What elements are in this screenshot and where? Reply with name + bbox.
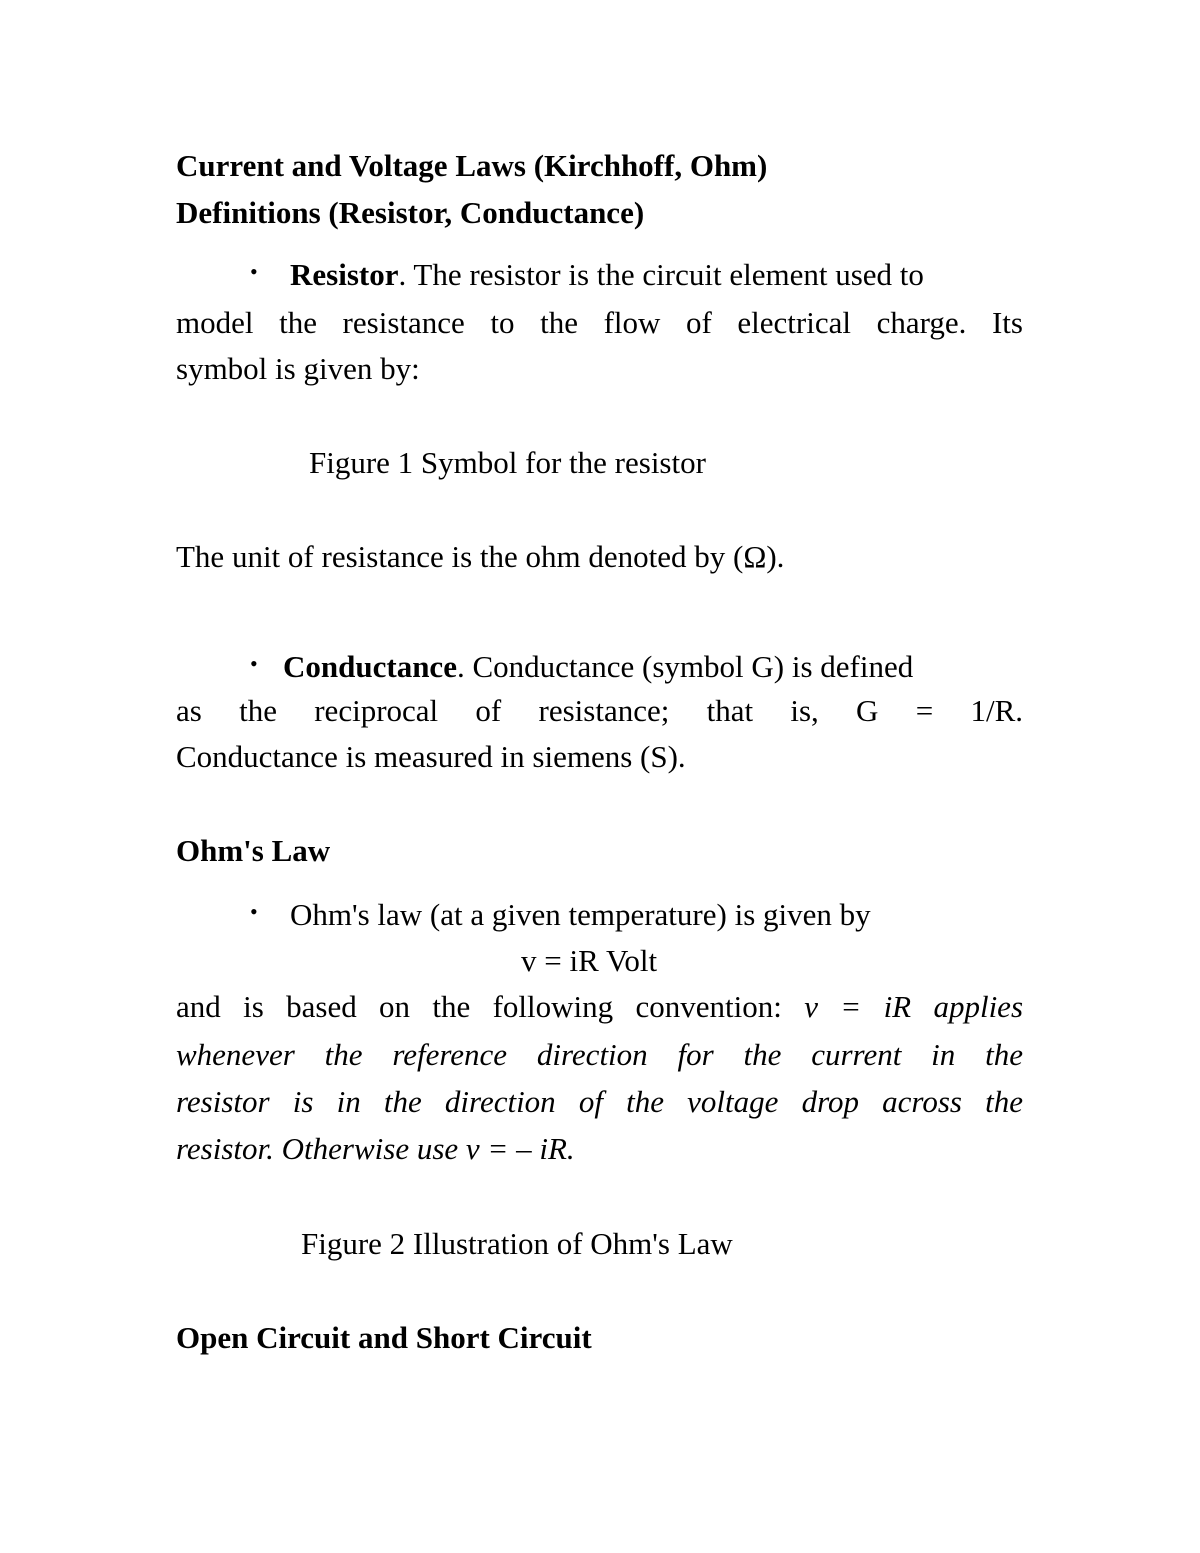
- bullet-conductance: •: [250, 651, 258, 676]
- ohms-law-statement: Ohm's law (at a given temperature) is given by: [290, 897, 871, 932]
- conductance-line-1-text: . Conductance (symbol G) is defined: [456, 649, 914, 684]
- convention-line-4: resistor. Otherwise use v = – iR.: [176, 1131, 575, 1166]
- conductance-line-2: as the reciprocal of resistance; that is, G = 1/R.: [176, 693, 1023, 728]
- ohms-law-equation: v = iR Volt: [521, 943, 658, 978]
- resistor-term: Resistor: [290, 257, 399, 292]
- heading-definitions: Definitions (Resistor, Conductance): [176, 195, 645, 230]
- conductance-term: Conductance: [283, 649, 457, 684]
- unit-of-resistance-sentence: The unit of resistance is the ohm denoted by (Ω).: [176, 539, 785, 574]
- heading-current-voltage-laws: Current and Voltage Laws (Kirchhoff, Ohm): [176, 148, 768, 183]
- figure-1-caption: Figure 1 Symbol for the resistor: [309, 445, 706, 480]
- bullet-resistor: •: [250, 259, 258, 284]
- resistor-line-1-text: . The resistor is the circuit element used to: [398, 257, 924, 292]
- convention-line-1-text: and is based on the following convention:: [176, 989, 805, 1024]
- convention-line-2: whenever the reference direction for the current in the: [176, 1037, 1023, 1072]
- convention-line-1-italic: v = iR applies: [804, 989, 1024, 1024]
- heading-open-short-circuit: Open Circuit and Short Circuit: [176, 1320, 592, 1355]
- conductance-line-3: Conductance is measured in siemens (S).: [176, 739, 686, 774]
- resistor-line-1: [290, 256, 924, 294]
- figure-2-caption: Figure 2 Illustration of Ohm's Law: [301, 1226, 733, 1261]
- convention-line-1: [176, 988, 1023, 1026]
- heading-ohms-law: Ohm's Law: [176, 833, 331, 868]
- conductance-line-1: [283, 648, 913, 686]
- resistor-line-2: model the resistance to the flow of electrical charge. Its: [176, 305, 1023, 340]
- convention-line-3: resistor is in the direction of the voltage drop across the: [176, 1084, 1023, 1119]
- bullet-ohms-law: •: [250, 899, 258, 924]
- resistor-line-3: symbol is given by:: [176, 351, 420, 386]
